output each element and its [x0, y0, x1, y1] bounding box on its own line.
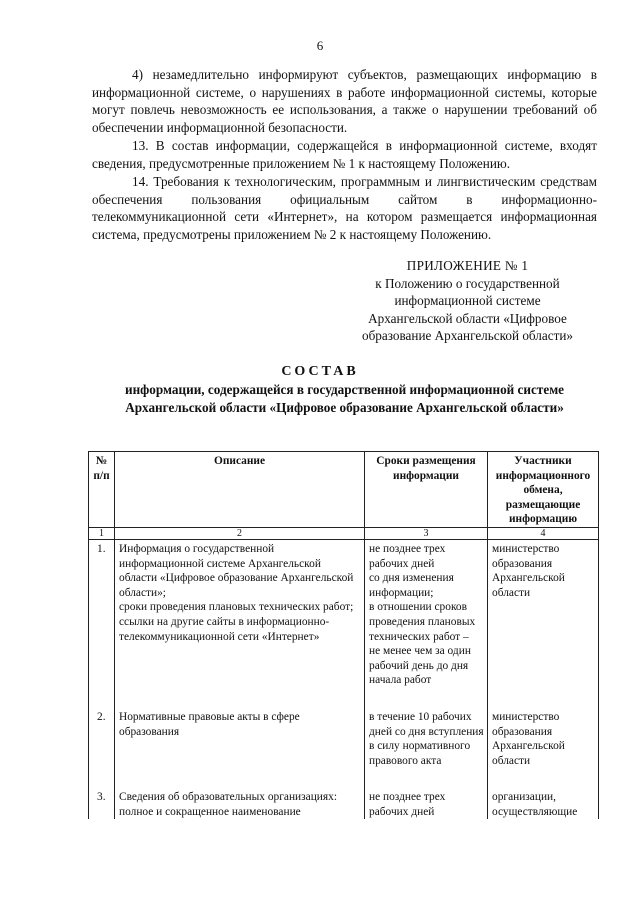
row-deadline: не позднее трех рабочих дней со дня изменения информации; в отношении сроков проведения плановых технических работ – не менее чем за один рабочий день до дня начала работ [365, 539, 488, 707]
appendix-line: информационной системе [394, 293, 541, 309]
appendix-header [340, 257, 595, 345]
row-index: 1. [89, 539, 115, 707]
row-description: Сведения об образовательных организациях: полное и сокращенное наименование [115, 788, 365, 819]
row-participants: министерство образования Архангельской области [488, 539, 599, 707]
section-subtitle: информации, содержащейся в государственной информационной системе Архангельской области «Цифровое образование Архангельской области» [124, 382, 565, 415]
paragraph-item-4: 4) незамедлительно информируют субъектов, размещающих информацию в информационной системе, о нарушениях в работе информационной системы, которые могут повлечь невозможность ее использования, а также о нарушении требований об обеспечении информационной безопасности. [92, 67, 597, 135]
appendix-line: образование Архангельской области» [362, 328, 573, 344]
column-number: 2 [115, 527, 365, 539]
column-number: 4 [488, 527, 599, 539]
paragraph-14: 14. Требования к технологическим, программным и лингвистическим средствам обеспечения пользования официальным сайтом в информационно-телекоммуникационной сети «Интернет», на котором размещается информационная система, предусмотрены приложением № 2 к настоящему Положению. [92, 174, 597, 242]
appendix-line: к Положению о государственной [375, 275, 560, 291]
page-number: 6 [316, 38, 324, 53]
header-description: Описание [115, 452, 365, 528]
table-row [89, 708, 599, 788]
section-title: СОСТАВ [281, 364, 359, 379]
paragraph-13: 13. В состав информации, содержащейся в информационной системе, входят сведения, предусмотренные приложением № 1 к настоящему Положению. [92, 138, 597, 171]
row-deadline: в течение 10 рабочих дней со дня вступления в силу нормативного правового акта [365, 708, 488, 788]
column-number-row [89, 527, 599, 539]
row-index: 2. [89, 708, 115, 788]
table-row [89, 539, 599, 707]
row-deadline: не позднее трех рабочих дней [365, 788, 488, 819]
row-index: 3. [89, 788, 115, 819]
header-participants: Участники информационного обмена, размещающие информацию [488, 452, 599, 528]
row-description: Нормативные правовые акты в сфере образования [115, 708, 365, 788]
appendix-line: Архангельской области «Цифровое [368, 310, 567, 326]
information-table [88, 451, 599, 819]
row-participants: министерство образования Архангельской области [488, 708, 599, 788]
table-header-row [89, 452, 599, 528]
appendix-title: ПРИЛОЖЕНИЕ № 1 [406, 258, 529, 273]
column-number: 3 [365, 527, 488, 539]
row-participants: организации, осуществляющие [488, 788, 599, 819]
column-number: 1 [89, 527, 115, 539]
row-description: Информация о государственной информационной системе Архангельской области «Цифровое образование Архангельской области»; сроки проведения плановых технических работ; ссылки на другие сайты в информационно-телекоммуникационной сети «Интернет» [115, 539, 365, 707]
header-number: № п/п [89, 452, 115, 528]
header-deadline: Сроки размещения информации [365, 452, 488, 528]
table-row [89, 788, 599, 819]
